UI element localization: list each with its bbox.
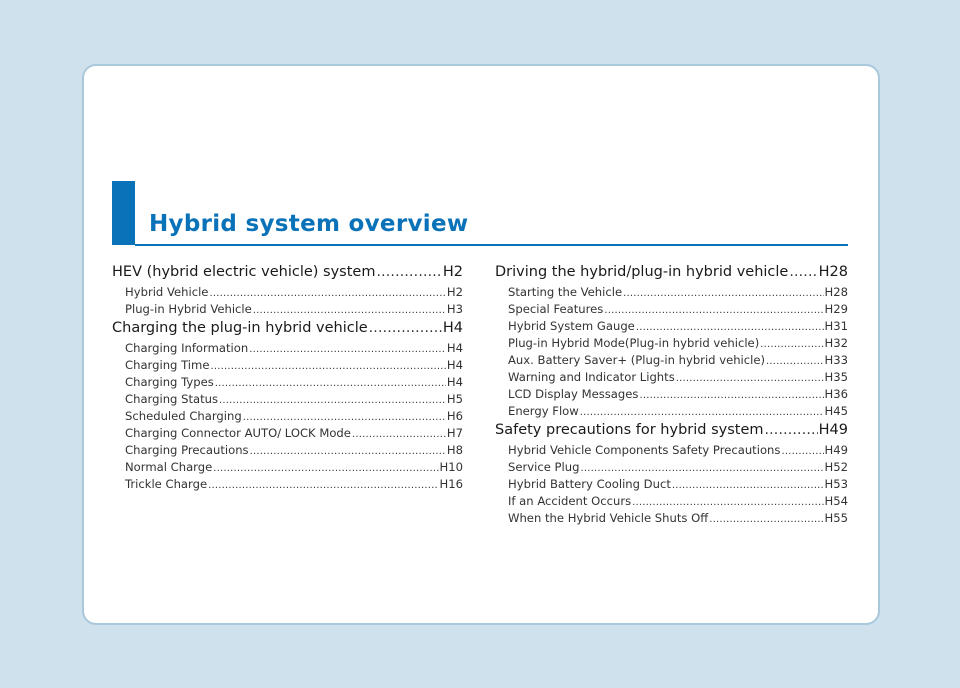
toc-item-page: H29 <box>824 302 848 316</box>
toc-section-label: Safety precautions for hybrid system <box>495 422 764 438</box>
toc-item-label: If an Accident Occurs <box>508 494 632 508</box>
toc-item-label: Scheduled Charging <box>125 409 242 423</box>
dot-leader <box>672 476 824 494</box>
toc-item-label: Warning and Indicator Lights <box>508 370 675 384</box>
toc-item-page: H49 <box>824 443 848 457</box>
toc-item-page: H31 <box>824 319 848 333</box>
toc-item-label: Charging Status <box>125 392 219 406</box>
dot-leader <box>213 459 438 477</box>
toc-item-label: Charging Precautions <box>125 443 249 457</box>
dot-leader <box>676 369 824 387</box>
dot-leader <box>376 262 441 282</box>
toc-item-page: H52 <box>824 460 848 474</box>
dot-leader <box>253 301 446 319</box>
toc-section-label: Charging the plug-in hybrid vehicle <box>112 320 368 336</box>
toc-item-page: H6 <box>446 409 463 423</box>
toc-item-label: Charging Connector AUTO/ LOCK Mode <box>125 426 351 440</box>
toc-item-page: H2 <box>446 285 463 299</box>
toc-item[interactable] <box>112 408 463 425</box>
toc-section-page: H28 <box>818 264 848 280</box>
toc-item-label: Starting the Vehicle <box>508 285 623 299</box>
toc-item-label: Energy Flow <box>508 404 579 418</box>
toc-item[interactable] <box>495 403 848 420</box>
dot-leader <box>709 510 823 528</box>
dot-leader <box>210 357 445 375</box>
toc-item[interactable] <box>495 476 848 493</box>
toc-item-label: Trickle Charge <box>125 477 208 491</box>
toc-item-page: H54 <box>824 494 848 508</box>
dot-leader <box>604 301 823 319</box>
page-title: Hybrid system overview <box>149 211 469 237</box>
dot-leader <box>369 318 442 338</box>
toc-item-label: Plug-in Hybrid Vehicle <box>125 302 252 316</box>
dot-leader <box>209 284 445 302</box>
toc-item-page: H45 <box>824 404 848 418</box>
dot-leader <box>215 374 446 392</box>
dot-leader <box>781 442 823 460</box>
dot-leader <box>243 408 446 426</box>
toc-item[interactable] <box>112 459 463 476</box>
toc-item-page: H53 <box>824 477 848 491</box>
toc-item-label: When the Hybrid Vehicle Shuts Off <box>508 511 709 525</box>
toc-item-page: H4 <box>446 358 463 372</box>
toc-item-label: Charging Time <box>125 358 210 372</box>
toc-item[interactable] <box>495 284 848 301</box>
toc-item[interactable] <box>112 301 463 318</box>
toc-section-page: H49 <box>818 422 848 438</box>
toc-item-page: H5 <box>446 392 463 406</box>
toc-left-column <box>112 262 463 493</box>
toc-item[interactable] <box>495 335 848 352</box>
dot-leader <box>766 352 823 370</box>
toc-item-label: LCD Display Messages <box>508 387 639 401</box>
toc-item[interactable] <box>495 493 848 510</box>
toc-item-page: H32 <box>824 336 848 350</box>
toc-section[interactable] <box>112 262 463 282</box>
toc-section-page: H4 <box>442 320 463 336</box>
dot-leader <box>632 493 823 511</box>
toc-item[interactable] <box>112 340 463 357</box>
toc-item-page: H8 <box>446 443 463 457</box>
dot-leader <box>789 262 817 282</box>
toc-item-page: H4 <box>446 341 463 355</box>
toc-item-label: Plug-in Hybrid Mode(Plug-in hybrid vehicle) <box>508 336 760 350</box>
toc-item-page: H36 <box>824 387 848 401</box>
dot-leader <box>639 386 823 404</box>
toc-item-label: Charging Types <box>125 375 214 389</box>
toc-item-page: H3 <box>446 302 463 316</box>
toc-item-label: Charging Information <box>125 341 249 355</box>
toc-section-page: H2 <box>442 264 463 280</box>
dot-leader <box>765 420 818 440</box>
toc-item[interactable] <box>495 352 848 369</box>
dot-leader <box>760 335 823 353</box>
toc-item-label: Hybrid System Gauge <box>508 319 635 333</box>
toc-item-label: Hybrid Battery Cooling Duct <box>508 477 671 491</box>
dot-leader <box>352 425 446 443</box>
toc-item[interactable] <box>112 476 463 493</box>
toc-item[interactable] <box>495 510 848 527</box>
toc-item[interactable] <box>495 301 848 318</box>
toc-item[interactable] <box>112 442 463 459</box>
section-header <box>112 181 848 247</box>
dot-leader <box>580 459 823 477</box>
toc-item[interactable] <box>495 459 848 476</box>
toc-item-label: Hybrid Vehicle <box>125 285 209 299</box>
toc-item-page: H33 <box>824 353 848 367</box>
toc-item-label: Hybrid Vehicle Components Safety Precautions <box>508 443 781 457</box>
toc-item[interactable] <box>495 386 848 403</box>
toc-item[interactable] <box>495 318 848 335</box>
toc-item-page: H35 <box>824 370 848 384</box>
dot-leader <box>580 403 824 421</box>
toc-section[interactable] <box>495 420 848 440</box>
dot-leader <box>249 340 446 358</box>
title-underline <box>135 244 848 246</box>
toc-item-page: H16 <box>439 477 463 491</box>
toc-item-label: Service Plug <box>508 460 580 474</box>
toc-section[interactable] <box>112 318 463 338</box>
toc-item-page: H4 <box>446 375 463 389</box>
toc-section-label: Driving the hybrid/plug-in hybrid vehicle <box>495 264 789 280</box>
toc-right-column <box>495 262 848 527</box>
toc-item-label: Special Features <box>508 302 604 316</box>
toc-item-page: H7 <box>446 426 463 440</box>
toc-item-label: Aux. Battery Saver+ (Plug-in hybrid vehicle) <box>508 353 766 367</box>
toc-item-page: H55 <box>824 511 848 525</box>
toc-section[interactable] <box>495 262 848 282</box>
toc-item-page: H10 <box>439 460 463 474</box>
dot-leader <box>208 476 438 494</box>
dot-leader <box>636 318 824 336</box>
toc-item[interactable] <box>112 357 463 374</box>
title-accent-bar <box>112 181 135 245</box>
toc-item[interactable] <box>112 425 463 442</box>
toc-item[interactable] <box>112 374 463 391</box>
toc-section-label: HEV (hybrid electric vehicle) system <box>112 264 376 280</box>
dot-leader <box>623 284 823 302</box>
toc-item[interactable] <box>112 391 463 408</box>
toc-item[interactable] <box>495 369 848 386</box>
dot-leader <box>250 442 446 460</box>
toc-item[interactable] <box>495 442 848 459</box>
toc-item-label: Normal Charge <box>125 460 213 474</box>
toc-item-page: H28 <box>824 285 848 299</box>
dot-leader <box>219 391 446 409</box>
toc-item[interactable] <box>112 284 463 301</box>
